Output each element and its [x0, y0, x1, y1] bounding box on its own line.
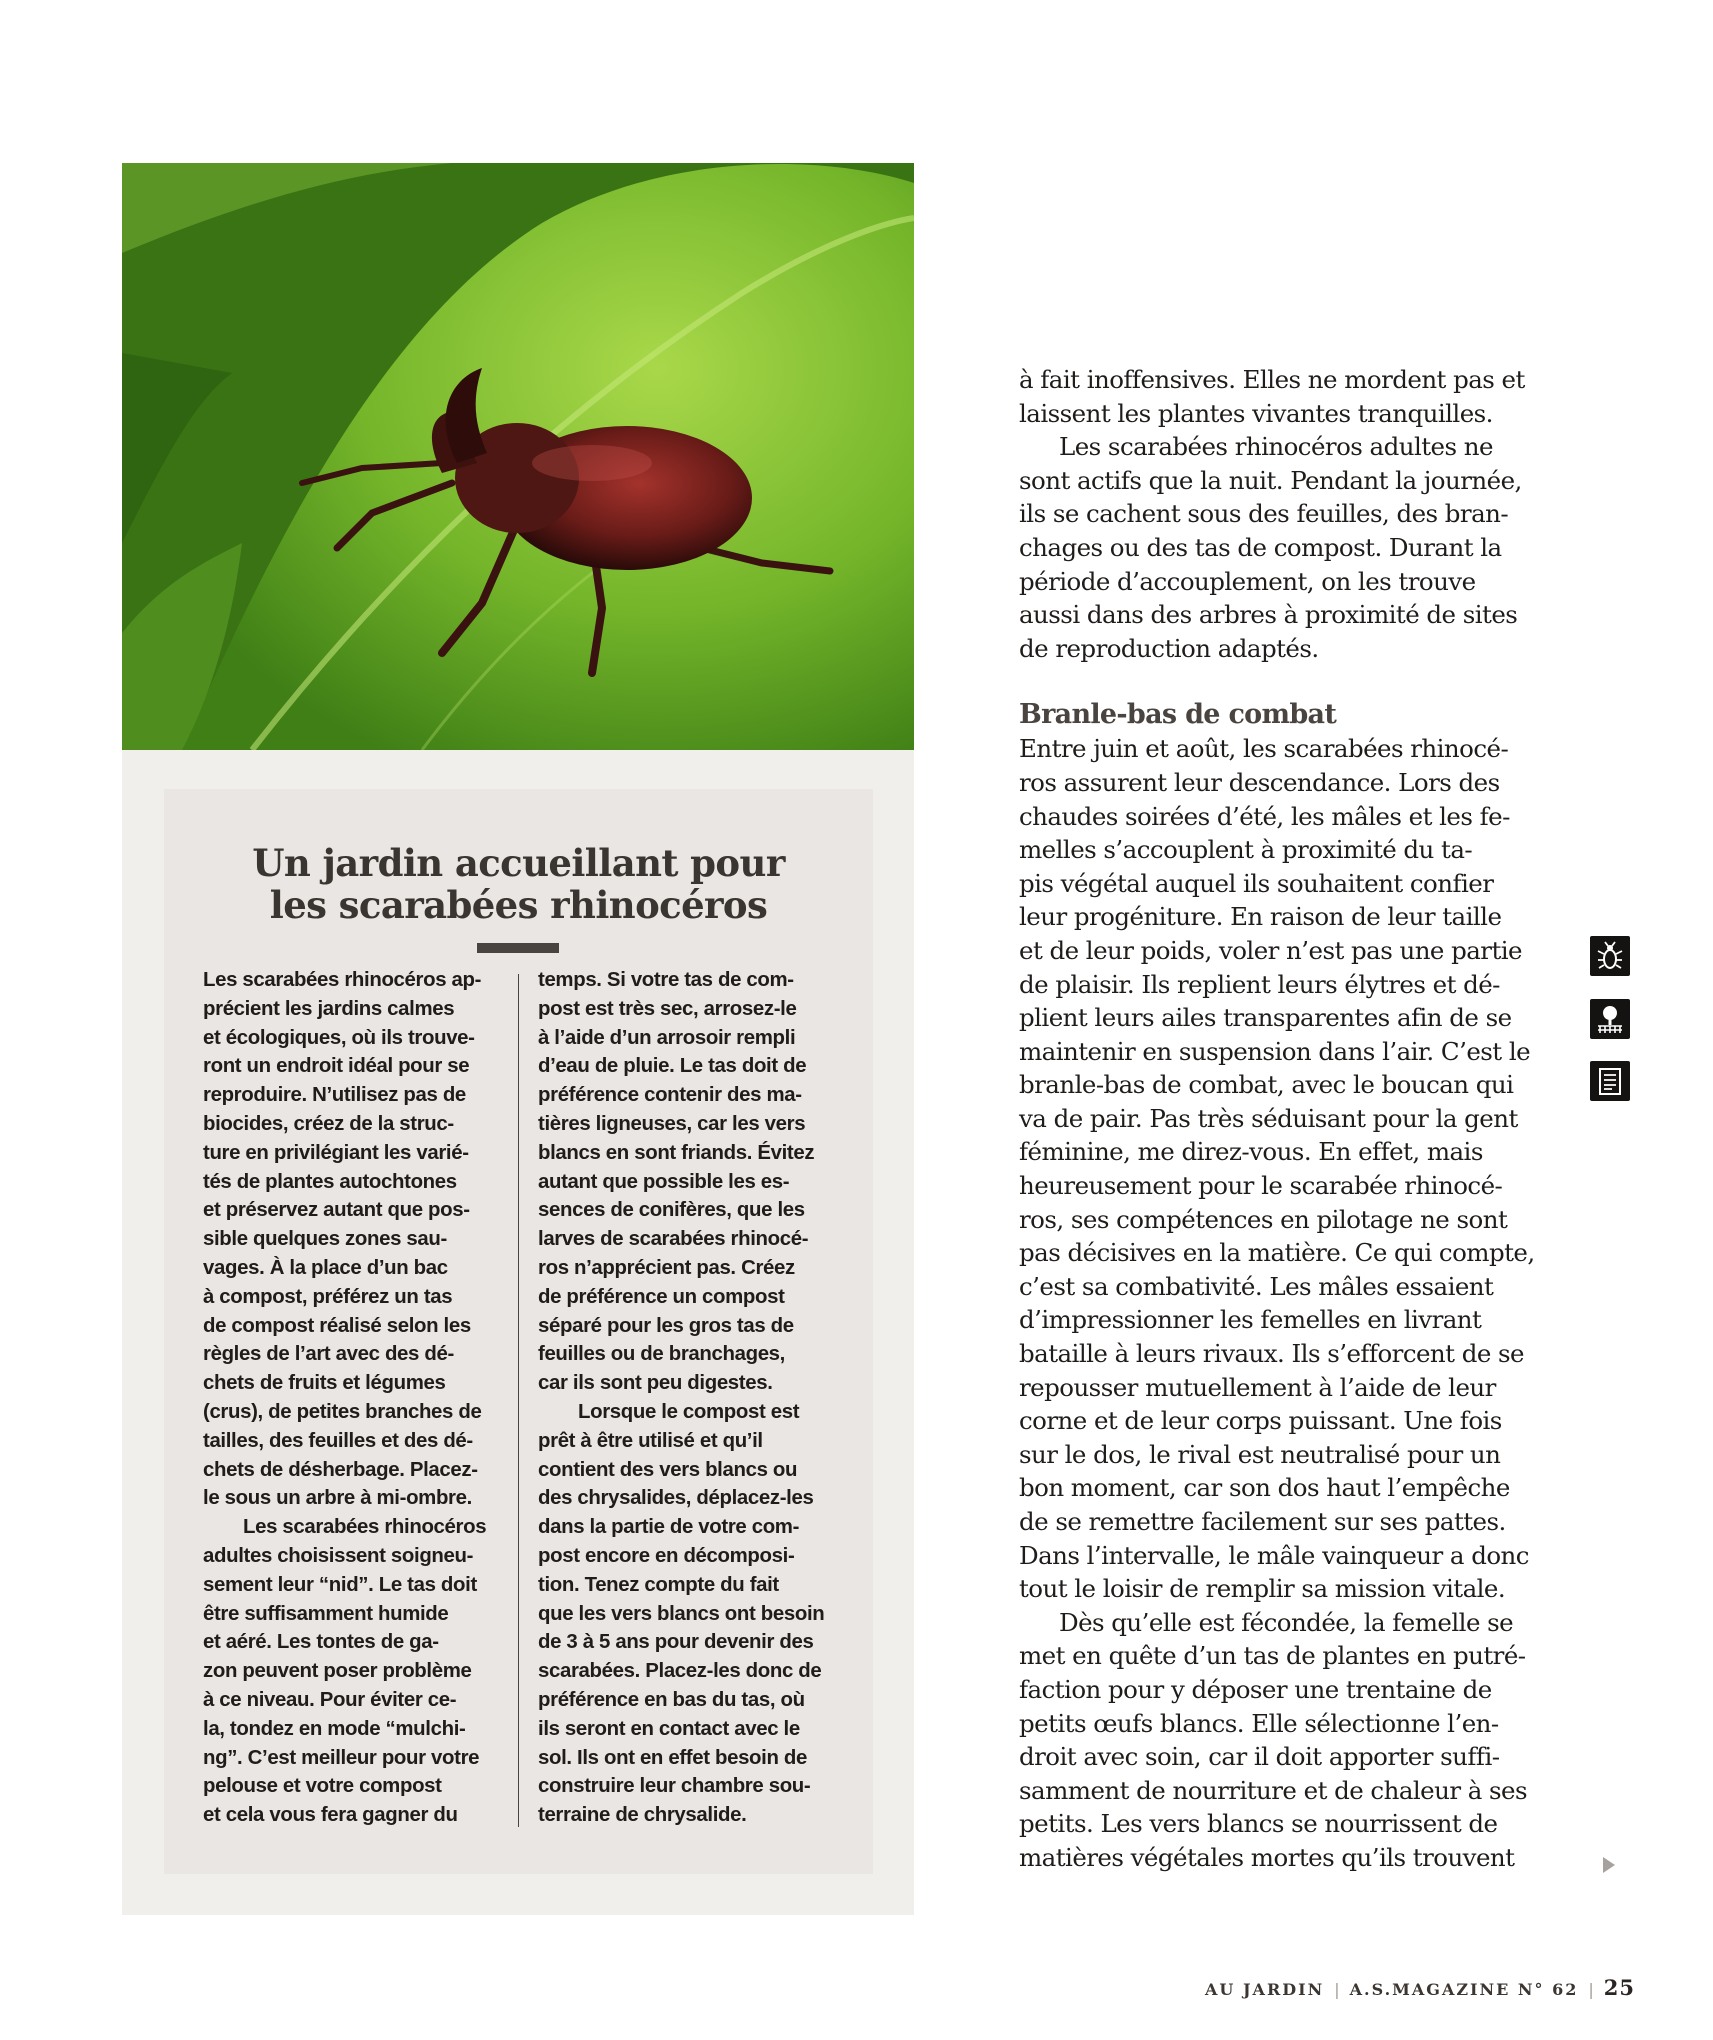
text-line: Dès qu’elle est fécondée, la femelle se	[1059, 1607, 1514, 1637]
text-line: post encore en décomposi-	[538, 1544, 795, 1567]
text-line: Dans l’intervalle, le mâle vainqueur a donc	[1019, 1540, 1529, 1570]
text-line: vages. À la place d’un bac	[203, 1256, 448, 1279]
beetle-photo	[122, 163, 914, 750]
text-line: c’est sa combativité. Les mâles essaient	[1019, 1271, 1494, 1301]
text-line: pis végétal auquel ils souhaitent confier	[1019, 868, 1494, 898]
text-line: melles s’accouplent à proximité du ta-	[1019, 835, 1473, 865]
text-line: être suffisamment humide	[203, 1602, 449, 1625]
text-line: va de pair. Pas très séduisant pour la gent	[1019, 1103, 1518, 1133]
text-line: Les scarabées rhinocéros	[243, 1516, 487, 1539]
text-line: ros assurent leur descendance. Lors des	[1019, 767, 1500, 797]
text-line: droit avec soin, car il doit apporter suffi-	[1019, 1742, 1500, 1772]
article-column	[1019, 363, 1535, 1875]
text-line: feuilles ou de branchages,	[538, 1343, 785, 1366]
text-line: construire leur chambre sou-	[538, 1775, 811, 1798]
article-icon[interactable]	[1590, 1061, 1630, 1101]
text-line: sont actifs que la nuit. Pendant la journée,	[1019, 465, 1522, 495]
text-line: Les scarabées rhinocéros ap-	[203, 969, 482, 991]
text-line: sur le dos, le rival est neutralisé pour un	[1019, 1439, 1501, 1469]
paragraph-2	[1019, 430, 1522, 665]
text-line: adultes choisissent soigneu-	[203, 1544, 474, 1567]
text-line: ils seront en contact avec le	[538, 1717, 800, 1740]
text-line: bataille à leurs rivaux. Ils s’efforcent de se	[1019, 1339, 1524, 1369]
text-line: larves de scarabées rhinocé-	[538, 1228, 809, 1251]
box-title: Un jardin accueillant pour les scarabées rhinocéros	[252, 841, 785, 927]
text-line: des chrysalides, déplacez-les	[538, 1487, 814, 1510]
text-line: règles de l’art avec des dé-	[203, 1343, 454, 1366]
text-line: sement leur “nid”. Le tas doit	[203, 1573, 477, 1596]
text-line: zon peuvent poser problème	[203, 1660, 472, 1683]
text-line: dans la partie de votre com-	[538, 1516, 800, 1539]
text-line: à l’aide d’un arrosoir rempli	[538, 1026, 796, 1049]
text-line: temps. Si votre tas de com-	[538, 969, 794, 991]
text-line: repousser mutuellement à l’aide de leur	[1019, 1372, 1496, 1402]
text-line: de compost réalisé selon les	[203, 1314, 471, 1337]
text-line: et de leur poids, voler n’est pas une partie	[1019, 935, 1522, 965]
text-line: contient des vers blancs ou	[538, 1458, 798, 1481]
box-column-2	[538, 966, 838, 1830]
text-line: samment de nourriture et de chaleur à ses	[1019, 1775, 1528, 1805]
text-line: et préservez autant que pos-	[203, 1199, 470, 1222]
section-heading: Branle-bas de combat	[1019, 699, 1337, 731]
text-line: petits œufs blancs. Elle sélectionne l’en-	[1019, 1708, 1499, 1738]
footer-magazine: A.S.MAGAZINE N° 62	[1349, 1980, 1579, 1999]
text-line: ture en privilégiant les varié-	[203, 1141, 469, 1164]
text-line: d’impressionner les femelles en livrant	[1019, 1305, 1482, 1335]
text-line: préférence en bas du tas, où	[538, 1688, 805, 1711]
text-line: aussi dans des arbres à proximité de sites	[1019, 600, 1518, 630]
text-line: bon moment, car son dos haut l’empêche	[1019, 1473, 1510, 1503]
text-line: féminine, me direz-vous. En effet, mais	[1019, 1137, 1483, 1167]
beetle-icon[interactable]	[1590, 936, 1630, 976]
text-line: tout le loisir de remplir sa mission vitale.	[1019, 1574, 1506, 1604]
text-line: petits. Les vers blancs se nourrissent de	[1019, 1809, 1498, 1839]
text-line: que les vers blancs ont besoin	[538, 1602, 825, 1625]
text-line: précient les jardins calmes	[203, 997, 455, 1020]
text-line: blancs en sont friands. Évitez	[538, 1141, 815, 1164]
text-line: sences de conifères, que les	[538, 1199, 805, 1222]
text-line: laissent les plantes vivantes tranquilles.	[1019, 398, 1493, 428]
text-line: tailles, des feuilles et des dé-	[203, 1429, 473, 1452]
text-line: pas décisives en la matière. Ce qui compte,	[1019, 1238, 1535, 1268]
footer-section: AU JARDIN	[1205, 1980, 1325, 1999]
paragraph-3	[1019, 732, 1535, 1605]
text-line: met en quête d’un tas de plantes en putré-	[1019, 1641, 1526, 1671]
text-line: de reproduction adaptés.	[1019, 633, 1319, 663]
text-line: post est très sec, arrosez-le	[538, 997, 797, 1020]
text-line: heureusement pour le scarabée rhinocé-	[1019, 1171, 1503, 1201]
text-line: faction pour y déposer une trentaine de	[1019, 1674, 1492, 1704]
garden-icon[interactable]	[1590, 999, 1630, 1039]
text-line: matières végétales mortes qu’ils trouvent	[1019, 1842, 1515, 1872]
text-line: ros, ses compétences en pilotage ne sont	[1019, 1204, 1508, 1234]
paragraph-4	[1019, 1606, 1528, 1875]
text-line: plient leurs ailes transparentes afin de se	[1019, 1003, 1512, 1033]
text-line: pelouse et votre compost	[203, 1775, 442, 1798]
text-line: tières ligneuses, car les vers	[538, 1112, 806, 1135]
text-line: terraine de chrysalide.	[538, 1804, 747, 1827]
text-line: Entre juin et août, les scarabées rhinocé-	[1019, 734, 1509, 764]
text-line: à fait inoffensives. Elles ne mordent pas et	[1019, 365, 1525, 394]
text-line: scarabées. Placez-les donc de	[538, 1660, 822, 1683]
text-line: période d’accouplement, on les trouve	[1019, 566, 1476, 596]
text-line: de 3 à 5 ans pour devenir des	[538, 1631, 814, 1654]
text-line: Lorsque le compost est	[578, 1400, 800, 1423]
next-arrow-icon[interactable]	[1603, 1857, 1615, 1873]
text-line: de plaisir. Ils replient leurs élytres et dé-	[1019, 969, 1500, 999]
text-line: ng”. C’est meilleur pour votre	[203, 1746, 480, 1769]
text-line: Les scarabées rhinocéros adultes ne	[1059, 432, 1493, 462]
text-line: le sous un arbre à mi-ombre.	[203, 1487, 472, 1510]
text-line: branle-bas de combat, avec le boucan qui	[1019, 1070, 1514, 1100]
text-line: car ils sont peu digestes.	[538, 1372, 773, 1395]
text-line: prêt à être utilisé et qu’il	[538, 1429, 763, 1452]
text-line: reproduire. N’utilisez pas de	[203, 1084, 466, 1107]
text-line: sible quelques zones sau-	[203, 1228, 447, 1251]
column-divider	[518, 974, 519, 1827]
text-line: corne et de leur corps puissant. Une fois	[1019, 1406, 1502, 1436]
text-line: (crus), de petites branches de	[203, 1400, 482, 1423]
text-line: leur progéniture. En raison de leur taille	[1019, 902, 1502, 932]
text-line: à compost, préférez un tas	[203, 1285, 453, 1308]
text-line: d’eau de pluie. Le tas doit de	[538, 1055, 807, 1078]
text-line: autant que possible les es-	[538, 1170, 790, 1193]
text-line: tion. Tenez compte du fait	[538, 1573, 779, 1596]
text-line: maintenir en suspension dans l’air. C’est le	[1019, 1036, 1531, 1066]
text-line: et aéré. Les tontes de ga-	[203, 1631, 439, 1654]
text-line: chages ou des tas de compost. Durant la	[1019, 532, 1502, 562]
text-line: ils se cachent sous des feuilles, des bran-	[1019, 499, 1509, 529]
text-line: de se remettre facilement sur ses pattes.	[1019, 1507, 1506, 1536]
text-line: préférence contenir des ma-	[538, 1084, 802, 1107]
text-line: et écologiques, où ils trouve-	[203, 1026, 475, 1049]
text-line: ront un endroit idéal pour se	[203, 1055, 470, 1078]
text-line: à ce niveau. Pour éviter ce-	[203, 1688, 457, 1711]
text-line: séparé pour les gros tas de	[538, 1314, 794, 1337]
text-line: biocides, créez de la struc-	[203, 1112, 454, 1135]
paragraph-1	[1019, 363, 1525, 430]
page-footer: AU JARDIN | A.S.MAGAZINE N° 62 | 25	[1205, 1975, 1635, 2000]
text-line: de préférence un compost	[538, 1285, 785, 1308]
text-line: sol. Ils ont en effet besoin de	[538, 1746, 807, 1769]
page-number: 25	[1603, 1975, 1635, 2000]
text-line: chets de désherbage. Placez-	[203, 1458, 478, 1481]
title-rule	[477, 943, 559, 953]
text-line: la, tondez en mode “mulchi-	[203, 1717, 466, 1740]
text-line: chaudes soirées d’été, les mâles et les fe-	[1019, 801, 1510, 831]
box-column-1	[203, 966, 503, 1830]
text-line: ros n’apprécient pas. Créez	[538, 1256, 795, 1279]
text-line: tés de plantes autochtones	[203, 1170, 457, 1193]
text-line: chets de fruits et légumes	[203, 1372, 446, 1395]
text-line: et cela vous fera gagner du	[203, 1804, 458, 1827]
